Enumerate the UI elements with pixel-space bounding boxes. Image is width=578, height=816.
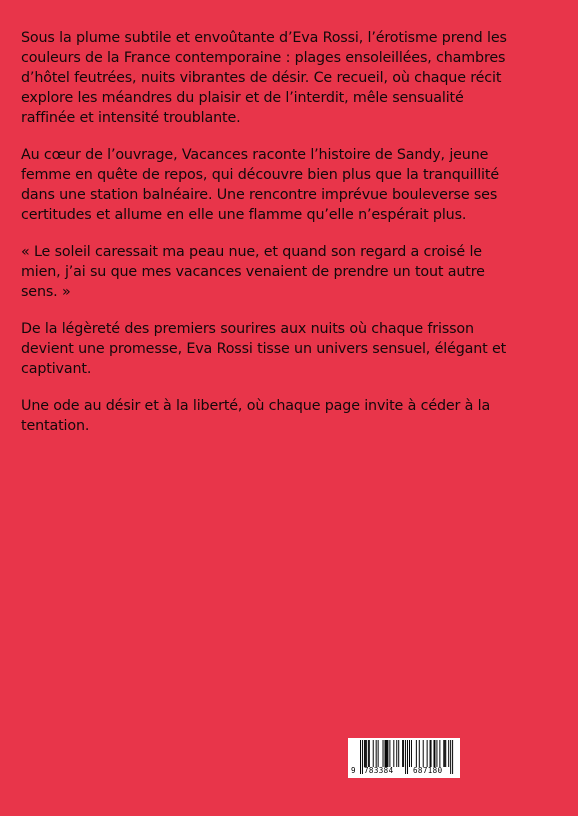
barcode-bar xyxy=(396,740,397,767)
blurb-paragraph-closing: Une ode au désir et à la liberté, où chaque page invite à céder à la tentation. xyxy=(21,398,491,434)
barcode-bar xyxy=(419,740,420,767)
barcode-bar xyxy=(444,740,445,767)
barcode-bar xyxy=(378,740,379,767)
blurb-paragraph-intro: Sous la plume subtile et envoûtante d’Eva Rossi, l’érotisme prend les couleurs de la France contemporaine : plages ensoleillées, chambres d’hôtel feutrées, nuits vibrantes de désir. Ce recueil, où chaque récit explore les méandres du plaisir et de l’interdit, mêle sensualité raffinée et intensité troublante. xyxy=(21,30,507,126)
barcode-bar xyxy=(364,740,365,767)
blurb-paragraph-quote: « Le soleil caressait ma peau nue, et quand son regard a croisé le mien, j’ai su que mes vacances venaient de prendre un tout autre sens. » xyxy=(21,244,485,300)
barcode-bar xyxy=(386,740,387,767)
barcode-bar xyxy=(427,740,428,767)
barcode-bar xyxy=(387,740,388,767)
isbn-barcode xyxy=(348,738,460,778)
barcode-bar xyxy=(369,740,370,767)
barcode-bar xyxy=(383,740,384,767)
barcode-first-digit: 9 xyxy=(351,766,356,775)
blurb-paragraph-summary: De la légèreté des premiers sourires aux nuits où chaque frisson devient une promesse, Eva Rossi tisse un univers sensuel, élégant et captivant. xyxy=(21,321,507,377)
barcode-bar xyxy=(398,740,399,767)
barcode-bar xyxy=(416,740,417,767)
barcode-bar xyxy=(393,740,394,767)
barcode-bar xyxy=(452,740,453,774)
barcode-bar xyxy=(362,740,363,774)
barcode-bar xyxy=(434,740,435,767)
barcode-bar xyxy=(365,740,366,767)
barcode-bar xyxy=(411,740,412,767)
barcode-bar xyxy=(403,740,404,767)
barcode-bar xyxy=(385,740,386,767)
barcode-bar xyxy=(450,740,451,774)
barcode-bar xyxy=(439,740,440,767)
barcode-bar xyxy=(407,740,408,774)
barcode-bar xyxy=(366,740,367,767)
barcode-bar xyxy=(376,740,377,767)
barcode-bar xyxy=(405,740,406,774)
barcode-bar xyxy=(389,740,390,767)
barcode-bar xyxy=(430,740,431,767)
barcode-bar xyxy=(434,740,435,767)
barcode-bar xyxy=(368,740,369,767)
barcode-bar xyxy=(423,740,424,767)
barcode-bar xyxy=(373,740,374,767)
barcode-bar xyxy=(409,740,410,767)
blurb-text xyxy=(21,28,521,453)
barcode-bar xyxy=(402,740,403,767)
barcode-bar xyxy=(436,740,437,767)
barcode-left-group: 783384 xyxy=(364,766,394,775)
barcode-bar xyxy=(360,740,361,774)
barcode-bar xyxy=(443,740,444,767)
barcode-bar xyxy=(431,740,432,767)
barcode-right-group: 687180 xyxy=(413,766,443,775)
barcode-bar xyxy=(385,740,386,767)
barcode-bar xyxy=(445,740,446,767)
barcode-bar xyxy=(448,740,449,767)
blurb-paragraph-story: Au cœur de l’ouvrage, Vacances raconte l’histoire de Sandy, jeune femme en quête de repos, qui découvre bien plus que la tranquillité dans une station balnéaire. Une rencontre imprévue bouleverse ses certitudes et allume en elle une flamme qu’elle n’espérait plus. xyxy=(21,147,499,223)
